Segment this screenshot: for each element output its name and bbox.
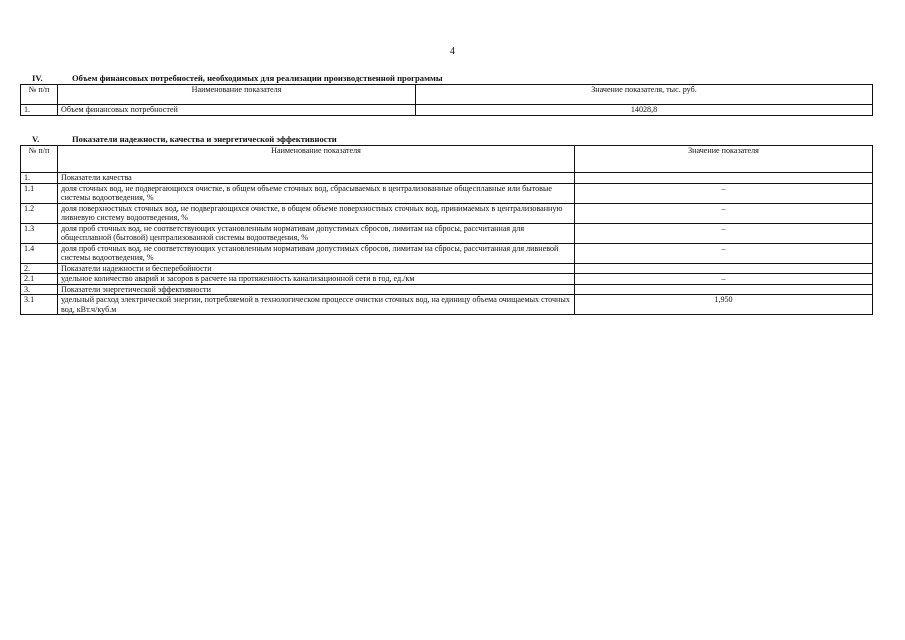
section-4-title: Объем финансовых потребностей, необходимых для реализации производственной программы — [72, 73, 443, 83]
row-name: доля проб сточных вод, не соответствующих установленным нормативам допустимых сбросов, лимитам на сбросы, рассчитанная для общесплавной (бытовой) централизованной системы водоотведения, % — [58, 223, 575, 243]
row-value: 14028,8 — [416, 105, 873, 116]
row-name: Объем финансовых потребностей — [58, 105, 416, 116]
row-value: – — [575, 203, 873, 223]
table-row — [21, 105, 873, 116]
section-5-number: V. — [32, 134, 40, 144]
row-value: – — [575, 223, 873, 243]
row-num: 3.1 — [21, 295, 58, 315]
header-value: Значение показателя, тыс. руб. — [416, 85, 873, 105]
table-header-row — [21, 85, 873, 105]
row-value: – — [575, 183, 873, 203]
table-row — [21, 295, 873, 315]
row-name: Показатели качества — [58, 173, 575, 184]
page-number: 4 — [450, 46, 455, 57]
row-num: 1. — [21, 105, 58, 116]
table-row — [21, 263, 873, 274]
indicators-table — [20, 145, 873, 315]
row-name: доля проб сточных вод, не соответствующих установленным нормативам допустимых сбросов, лимитам на сбросы, рассчитанная для ливневой системы водоотведения, % — [58, 243, 575, 263]
section-5-title: Показатели надежности, качества и энергетической эффективности — [72, 134, 337, 144]
table-row — [21, 243, 873, 263]
table-header-row — [21, 146, 873, 173]
row-value — [575, 263, 873, 274]
header-num: № п/п — [21, 146, 58, 173]
table-row — [21, 274, 873, 285]
row-num: 2.1 — [21, 274, 58, 285]
table-row — [21, 183, 873, 203]
row-value: – — [575, 243, 873, 263]
section-4-number: IV. — [32, 73, 43, 83]
row-num: 1.1 — [21, 183, 58, 203]
row-name: Показатели надежности и бесперебойности — [58, 263, 575, 274]
section-5-heading — [22, 134, 337, 144]
row-num: 1.4 — [21, 243, 58, 263]
row-num: 1.3 — [21, 223, 58, 243]
row-value — [575, 284, 873, 295]
row-value: – — [575, 274, 873, 285]
row-name: Показатели энергетической эффективности — [58, 284, 575, 295]
row-name: доля сточных вод, не подвергающихся очистке, в общем объеме сточных вод, сбрасываемых в централизованные общесплавные или бытовые системы водоотведения, % — [58, 183, 575, 203]
section-4-heading — [22, 73, 443, 83]
table-row — [21, 284, 873, 295]
header-num: № п/п — [21, 85, 58, 105]
row-num: 1. — [21, 173, 58, 184]
row-num: 3. — [21, 284, 58, 295]
row-name: удельное количество аварий и засоров в расчете на протяженность канализационной сети в год, ед./км — [58, 274, 575, 285]
table-row — [21, 203, 873, 223]
financial-needs-table — [20, 84, 873, 116]
row-name: доля поверхностных сточных вод, не подвергающихся очистке, в общем объеме поверхностных сточных вод, принимаемых в централизованную ливневую систему водоотведения, % — [58, 203, 575, 223]
table-row — [21, 223, 873, 243]
header-name: Наименование показателя — [58, 146, 575, 173]
row-value — [575, 173, 873, 184]
row-name: удельный расход электрической энергии, потребляемой в технологическом процессе очистки сточных вод, на единицу объема очищаемых сточных вод, кВт.ч/куб.м — [58, 295, 575, 315]
header-value: Значение показателя — [575, 146, 873, 173]
row-value: 1,950 — [575, 295, 873, 315]
header-name: Наименование показателя — [58, 85, 416, 105]
row-num: 2. — [21, 263, 58, 274]
row-num: 1.2 — [21, 203, 58, 223]
table-row — [21, 173, 873, 184]
